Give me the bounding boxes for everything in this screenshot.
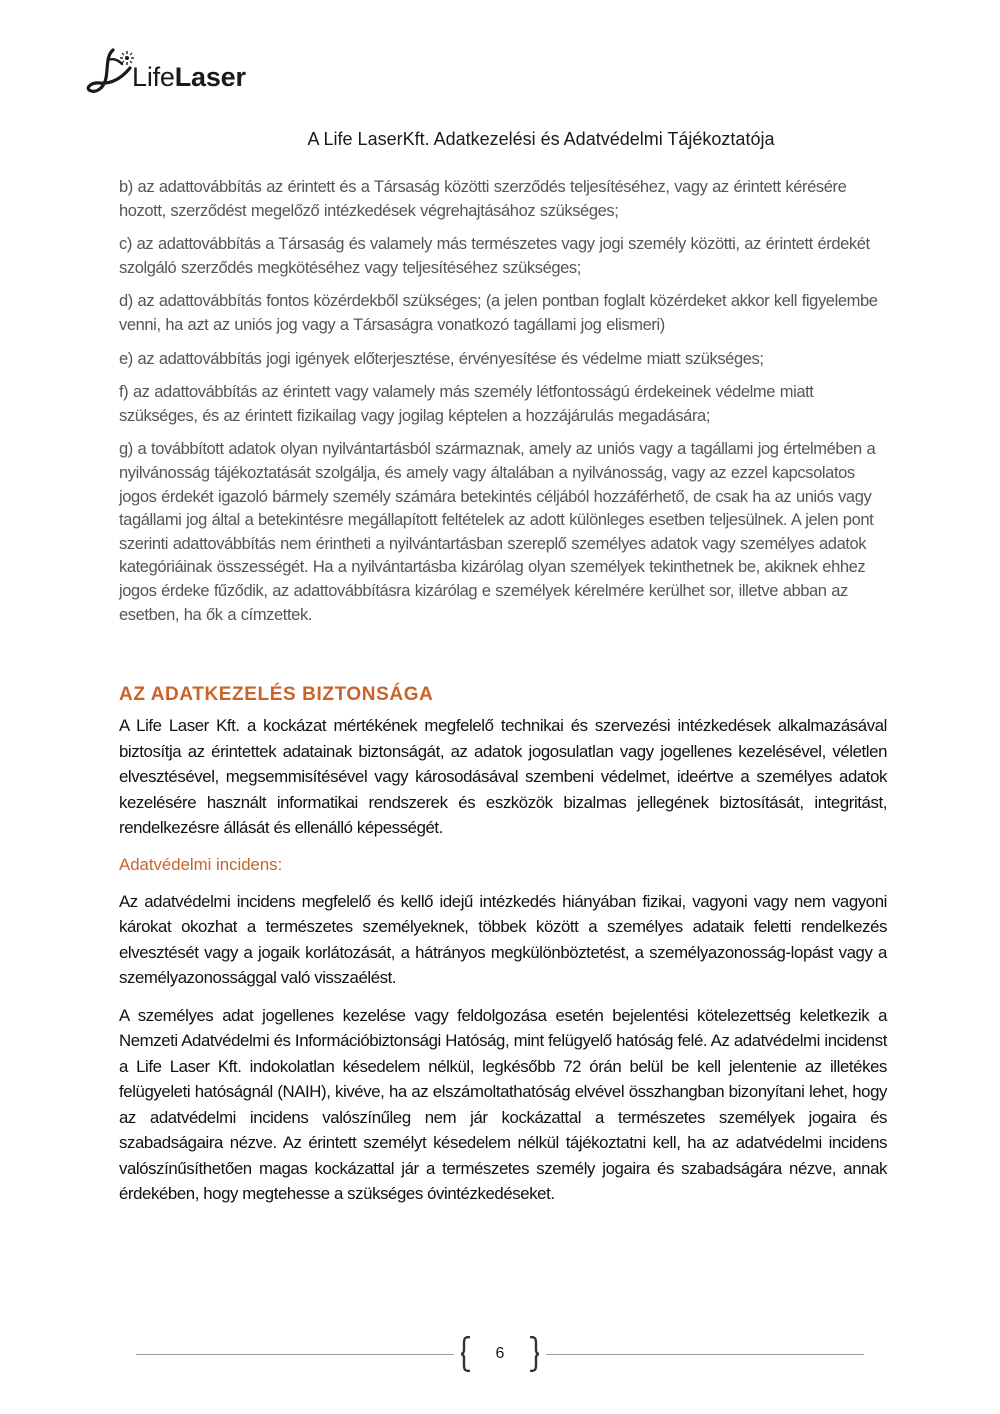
document-header-title: A Life LaserKft. Adatkezelési és Adatvédelmi Tájékoztatója (307, 129, 775, 149)
list-item-g: g) a továbbított adatok olyan nyilvántartásból származnak, amely az uniós vagy a tagállami jog értelmében a nyilvánosság tájékoztatását szolgálja, és amely vagy általában a nyilvánosság, vagy az ezzel kapcsolatos jogos érdekét igazoló bármely személy számára betekintés céljából hozzáférhető, de csak ha az uniós vagy tagállami jog által a betekintésre megállapított feltételek az adott különleges esetben teljesülnek. A jelen pont szerinti adattovábbítás nem érintheti a nyilvántartásban szereplő személyes adatok vagy személyes adatok kategóriáinak összességét. Ha a nyilvántartásba kizárólag olyan személyek tekinthetnek be, akiknek ehhez jogos érdeke fűződik, az adattovábbításra kizárólag e személyek kérelmére kerülhet sor, illetve abban az esetben, ha ők a címzettek. (119, 440, 876, 624)
company-logo (86, 46, 256, 98)
list-item-e: e) az adattovábbítás jogi igények előterjesztése, érvényesítése és védelme miatt szükséges; (119, 349, 764, 368)
section-heading: AZ ADATKEZELÉS BIZTONSÁGA (119, 684, 434, 706)
logo-text-bold: Laser (174, 62, 246, 92)
incident-paragraph-1: Az adatvédelmi incidens megfelelő és kellő idejű intézkedés hiányában fizikai, vagyoni vagy nem vagyoni károkat okozhat a természetes személyeknek, többek között a személyes adataik feletti rendelkezés elvesztését vagy a jogaik korlátozását, a hátrányos megkülönböztetést, a személyazonosság-lopást vagy a személyazonossággal való visszaélést. (119, 891, 887, 988)
incident-paragraph-2: A személyes adat jogellenes kezelése vagy feldolgozása esetén bejelentési kötelezettség keletkezik a Nemzeti Adatvédelmi és Információbiztonsági Hatóság, mint felügyelő hatóság felé. Az adatvédelmi incidenst a Life Laser Kft. indokolatlan késedelem nélkül, legkésőbb 72 órán belül be kell jelentenie az illetékes felügyeleti hatóságnál (NAIH), kivéve, ha az elszámoltathatóság elvével összhangban bizonyítani lehet, hogy az adatvédelmi incidens valószínűleg nem jár kockázattal a természetes személyek jogaira és szabadságaira nézve. Az érintett személyt késedelem nélkül tájékoztatni kell, ha az adatvédelmi incidens valószínűsíthetően magas kockázattal jár a természetes személy jogaira és szabadságára nézve, annak érdekében, hogy megtehesse a szükséges óvintézkedéseket. (119, 1005, 887, 1204)
logo-text-light: Life (132, 62, 175, 92)
list-item-f: f) az adattovábbítás az érintett vagy valamely más személy létfontosságú érdekeinek védelme miatt szükséges, és az érintett fizikailag vagy jogilag képtelen a hozzájárulás megadására; (119, 383, 814, 425)
list-item-d: d) az adattovábbítás fontos közérdekből szükséges; (a jelen pontban foglalt közérdeket akkor kell figyelembe venni, ha azt az uniós jog vagy a Társaságra vonatkozó tagállami jog elismeri) (119, 292, 878, 334)
footer-divider-right (546, 1354, 864, 1355)
page-number: 6 (495, 1345, 505, 1362)
footer-divider-left (136, 1354, 454, 1355)
logo-wordmark (132, 62, 246, 93)
section-intro-paragraph: A Life Laser Kft. a kockázat mértékének megfelelő technikai és szervezési intézkedések alkalmazásával biztosítja az érintettek adatainak biztonságát, az adatok jogosulatlan vagy jogellenes kezelésével, véletlen elvesztésével, megsemmisítésével vagy károsodásával szembeni védelmet, ideértve a személyes adatok kezelésére használt informatikai rendszerek és eszközök bizalmas jellegének biztosítását, integritást, rendelkezésre állását és ellenálló képességét. (119, 716, 887, 838)
left-brace-icon (460, 1336, 472, 1372)
list-item-b: b) az adattovábbítás az érintett és a Társaság közötti szerződés teljesítéséhez, vagy az érintett kérésére hozott, szerződést megelőző intézkedések végrehajtásához szükséges; (119, 178, 847, 220)
subsection-heading: Adatvédelmi incidens: (119, 854, 283, 874)
right-brace-icon (528, 1336, 540, 1372)
laser-figure-icon (86, 46, 136, 98)
list-item-c: c) az adattovábbítás a Társaság és valamely más természetes vagy jogi személy közötti, az érintett érdekét szolgáló szerződés megkötéséhez vagy teljesítéséhez szükséges; (119, 235, 870, 277)
document-body (119, 176, 887, 1219)
